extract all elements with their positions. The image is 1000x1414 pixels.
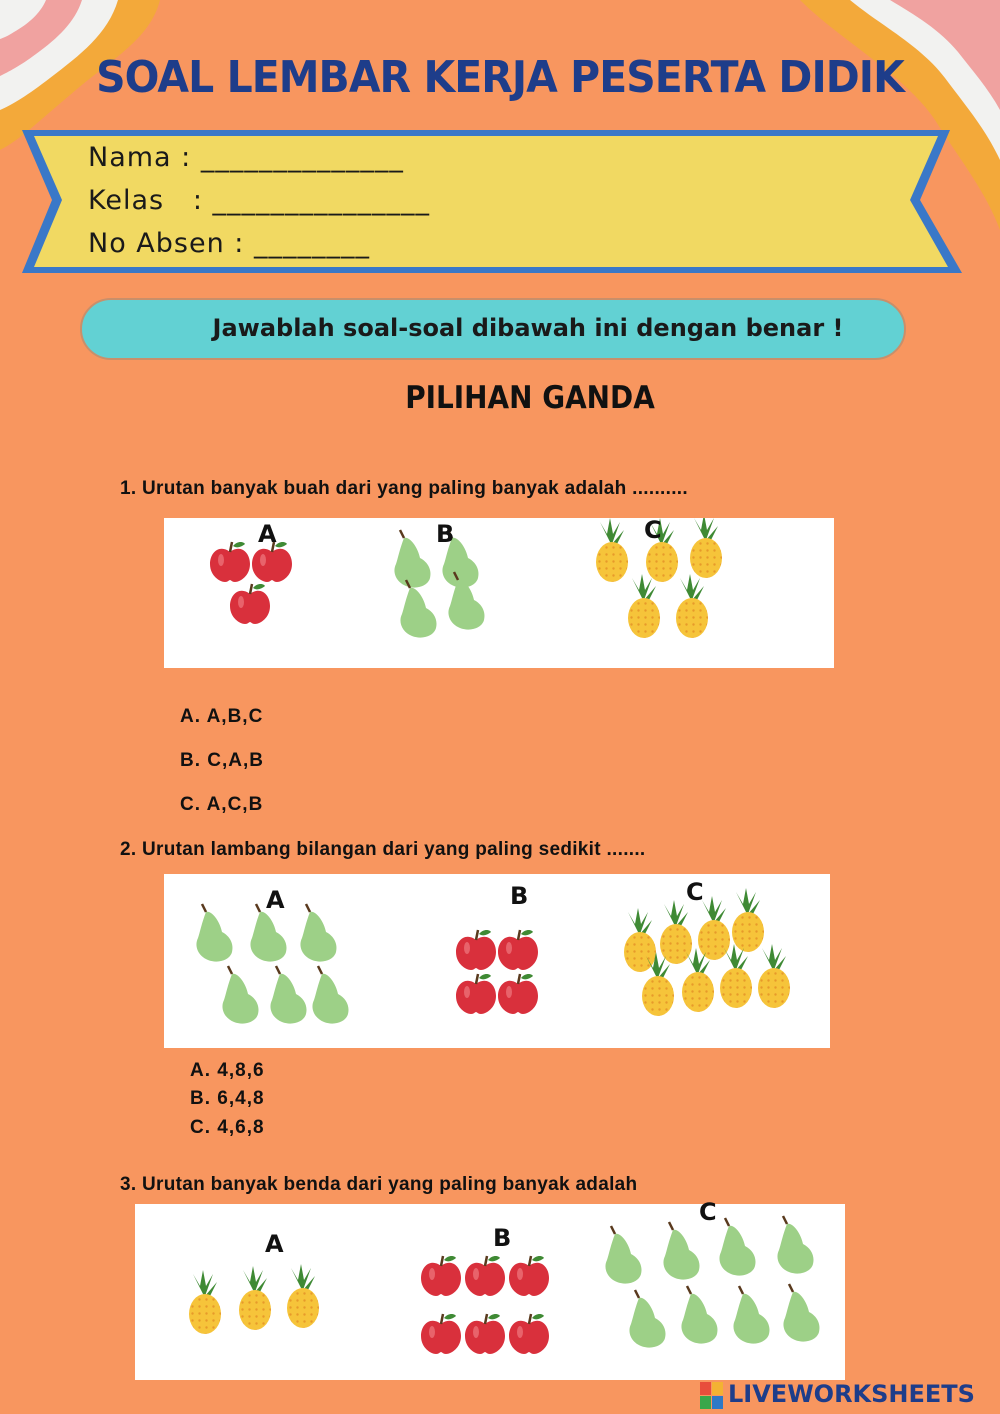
question-2-fruit-illustration [164, 874, 830, 1048]
apple-icon [509, 1314, 549, 1354]
option-label-c: C [644, 516, 662, 544]
pineapple-icon [189, 1270, 221, 1334]
apple-icon [498, 974, 538, 1014]
pineapple-icon [676, 574, 708, 638]
apple-icon [465, 1314, 505, 1354]
instruction-text: Jawablah soal-soal dibawah ini dengan benar ! [212, 314, 844, 342]
pear-icon [783, 1284, 819, 1342]
pear-icon [663, 1222, 699, 1280]
pineapple-icon [624, 908, 656, 972]
option-label-b: B [436, 520, 455, 548]
pear-icon [681, 1286, 717, 1344]
option-label-c: C [686, 878, 704, 906]
option-label-b: B [493, 1224, 512, 1252]
pear-icon [222, 966, 258, 1024]
apple-icon [421, 1314, 461, 1354]
answer-option-b[interactable]: B. C,A,B [180, 750, 264, 771]
watermark-text: LIVEWORKSHEETS [728, 1380, 975, 1408]
pineapple-icon [628, 574, 660, 638]
question-2-text: 2. Urutan lambang bilangan dari yang paling sedikit ....... [120, 839, 646, 860]
absen-field[interactable]: No Absen : ________ [88, 228, 370, 259]
answer-option-c[interactable]: C. A,C,B [180, 794, 264, 815]
pineapple-icon [239, 1266, 271, 1330]
pear-icon [605, 1226, 641, 1284]
answer-option-a[interactable]: A. A,B,C [180, 706, 264, 727]
pear-icon [196, 904, 232, 962]
option-label-b: B [510, 882, 529, 910]
pear-icon [312, 966, 348, 1024]
pear-icon [400, 580, 436, 638]
liveworksheets-watermark [700, 1378, 1000, 1412]
answer-option-b[interactable]: B. 6,4,8 [190, 1088, 265, 1109]
apple-icon [230, 584, 270, 624]
pineapple-icon [596, 518, 628, 582]
apple-icon [465, 1256, 505, 1296]
option-label-c: C [699, 1198, 717, 1226]
question-3-image-panel [135, 1198, 845, 1380]
name-field[interactable]: Nama : ______________ [88, 142, 404, 173]
worksheet-title: SOAL LEMBAR KERJA PESERTA DIDIK [96, 52, 904, 103]
option-label-a: A [258, 520, 277, 548]
pear-icon [394, 530, 430, 588]
apple-icon [456, 974, 496, 1014]
pineapple-icon [287, 1264, 319, 1328]
question-2-image-panel [164, 874, 830, 1048]
pear-icon [733, 1286, 769, 1344]
answer-option-a[interactable]: A. 4,8,6 [190, 1060, 265, 1081]
question-3-fruit-illustration [135, 1204, 845, 1380]
apple-icon [498, 930, 538, 970]
apple-icon [210, 542, 250, 582]
class-field[interactable]: Kelas : _______________ [88, 185, 431, 216]
liveworksheets-logo-icon [700, 1382, 724, 1412]
apple-icon [509, 1256, 549, 1296]
pineapple-icon [732, 888, 764, 952]
pineapple-icon [690, 518, 722, 578]
question-1-image-panel [164, 518, 834, 668]
apple-icon [252, 542, 292, 582]
option-label-a: A [266, 886, 285, 914]
question-3-text: 3. Urutan banyak benda dari yang paling banyak adalah [120, 1174, 638, 1195]
pear-icon [300, 904, 336, 962]
option-label-a: A [265, 1230, 284, 1258]
instruction-banner [80, 298, 906, 360]
question-1-text: 1. Urutan banyak buah dari yang paling banyak adalah .......... [120, 478, 688, 499]
section-title: PILIHAN GANDA [405, 380, 655, 416]
pear-icon [719, 1218, 755, 1276]
pineapple-icon [758, 944, 790, 1008]
pear-icon [270, 966, 306, 1024]
pear-icon [629, 1290, 665, 1348]
apple-icon [456, 930, 496, 970]
pear-icon [777, 1216, 813, 1274]
answer-option-c[interactable]: C. 4,6,8 [190, 1117, 265, 1138]
apple-icon [421, 1256, 461, 1296]
